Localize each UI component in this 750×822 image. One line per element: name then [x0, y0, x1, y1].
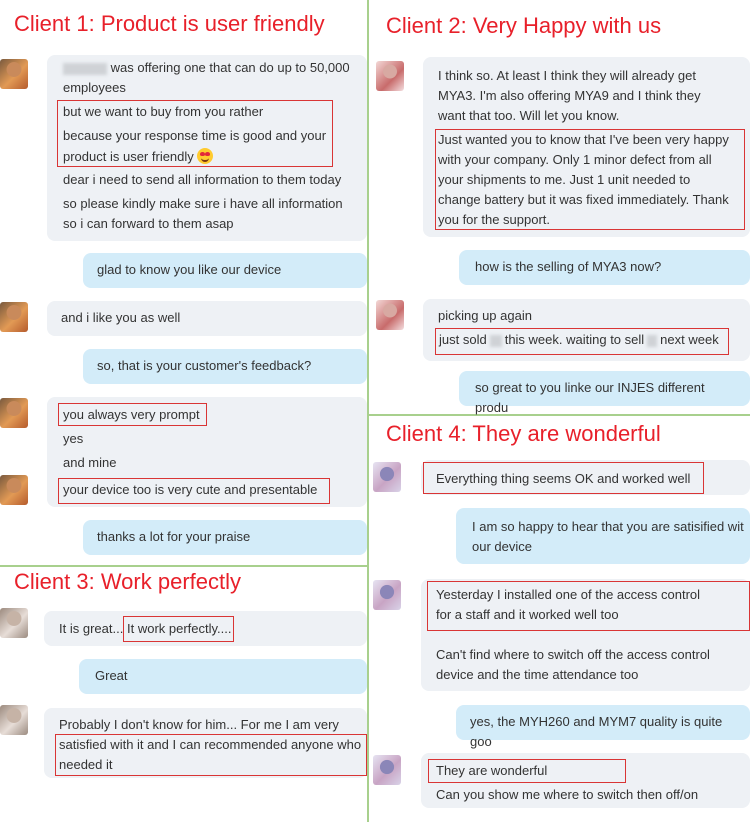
client4-msg2-line2: for a staff and it worked well too [436, 607, 619, 622]
client2-avatar [376, 61, 404, 91]
highlight-box [423, 462, 704, 494]
client1-msg6: you always very prompt [63, 407, 200, 422]
client1-msg3: dear i need to send all information to them today [63, 172, 342, 187]
client2-msg3: picking up again [438, 308, 532, 323]
client2-title: Client 2: Very Happy with us [386, 13, 662, 38]
client2-reply1: how is the selling of MYA3 now? [459, 250, 750, 285]
client1-msg1-text: was offering one that can do up to 50,000 [110, 60, 350, 75]
vertical-divider [367, 0, 369, 822]
client2-msg4-part2: this week. waiting to sell [504, 332, 645, 347]
client4-msg3-line2: device and the time attendance too [436, 667, 639, 682]
client1-msg4-line2: so i can forward to them asap [63, 216, 234, 231]
client1-avatar [0, 475, 28, 505]
highlight-box [123, 616, 234, 642]
client2-msg2-line2: with your company. Only 1 minor defect from all [438, 152, 712, 167]
client3-msg1b: It work perfectly.... [127, 621, 232, 636]
highlight-box [427, 581, 750, 631]
horizontal-divider-left [0, 565, 367, 567]
client4-msg4: They are wonderful [436, 763, 548, 778]
client3-avatar [0, 705, 28, 735]
client4-msg5: Can you show me where to switch then off/on [436, 787, 699, 802]
highlight-box [58, 478, 330, 504]
client1-msg1 [63, 60, 350, 75]
client3-avatar [0, 608, 28, 638]
horizontal-divider-right [369, 414, 750, 416]
client4-avatar [373, 755, 401, 785]
highlight-box [428, 759, 626, 783]
client2-msg1-line3: want that too. Will let you know. [438, 108, 620, 123]
client1-avatar [0, 302, 28, 332]
client3-title: Client 3: Work perfectly [14, 569, 242, 594]
client1-msg9: your device too is very cute and presentable [63, 482, 318, 497]
client1-msg7: yes [63, 431, 84, 446]
client3-reply1: Great [79, 659, 367, 694]
client1-msg1-line2: employees [63, 80, 126, 95]
client1-reply2: so, that is your customer's feedback? [83, 349, 367, 384]
client4-msg3-line1: Can't find where to switch off the access control [436, 647, 710, 662]
client1-msg2-line3-text: product is user friendly [63, 149, 194, 164]
client3-msg2-line2: satisfied with it and I can recommended anyone who [59, 737, 362, 752]
client1-msg5: and i like you as well [47, 301, 367, 336]
client1-avatar [0, 398, 28, 428]
client2-msg2-line5: you for the support. [438, 212, 551, 227]
client2-msg1-line2: MYA3. I'm also offering MYA9 and I think they [438, 88, 701, 103]
client4-reply1-line2: our device [472, 539, 532, 554]
client2-msg1-line1: I think so. At least I think they will already get [438, 68, 696, 83]
client4-msg2-line1: Yesterday I installed one of the access control [436, 587, 701, 602]
client2-msg2-line4: change battery but it was fixed immediately. Thank [438, 192, 729, 207]
client2-msg4-part3: next week [660, 332, 719, 347]
client4-avatar [373, 462, 401, 492]
client4-reply1-line1: I am so happy to hear that you are satisified wit [472, 519, 744, 534]
client2-msg4-part1: just sold [439, 332, 487, 347]
client2-reply2: so great to you linke our INJES different produ [459, 371, 750, 406]
client1-msg2-line2: because your response time is good and your [63, 128, 327, 143]
client2-msg2-line3: your shipments to me. Just 1 unit needed to [438, 172, 691, 187]
client1-msg2-line1: but we want to buy from you rather [63, 104, 264, 119]
client3-msg2-line3: needed it [59, 757, 113, 772]
client1-reply1: glad to know you like our device [83, 253, 367, 288]
highlight-box [55, 734, 367, 776]
client2-avatar [376, 300, 404, 330]
client1-msg4-line1: so please kindly make sure i have all information [63, 196, 343, 211]
client2-msg2-line1: Just wanted you to know that I've been very happy [438, 132, 729, 147]
client4-reply2: yes, the MYH260 and MYM7 quality is quite goo [456, 705, 750, 740]
client1-reply3: thanks a lot for your praise [83, 520, 367, 555]
highlight-box [58, 403, 207, 426]
highlight-box [57, 100, 333, 167]
client4-avatar [373, 580, 401, 610]
client3-msg2-line1: Probably I don't know for him... For me I am very [59, 717, 339, 732]
highlight-box [435, 328, 729, 355]
client1-msg8: and mine [63, 455, 117, 470]
client4-reply1-bubble [456, 508, 750, 564]
client1-title: Client 1: Product is user friendly [14, 11, 325, 36]
client4-msg1: Everything thing seems OK and worked well [436, 471, 691, 486]
redacted-name [63, 63, 107, 75]
client4-title: Client 4: They are wonderful [386, 421, 661, 446]
client3-msg1a: It is great... [59, 621, 124, 636]
client1-avatar [0, 59, 28, 89]
highlight-box [435, 129, 745, 230]
